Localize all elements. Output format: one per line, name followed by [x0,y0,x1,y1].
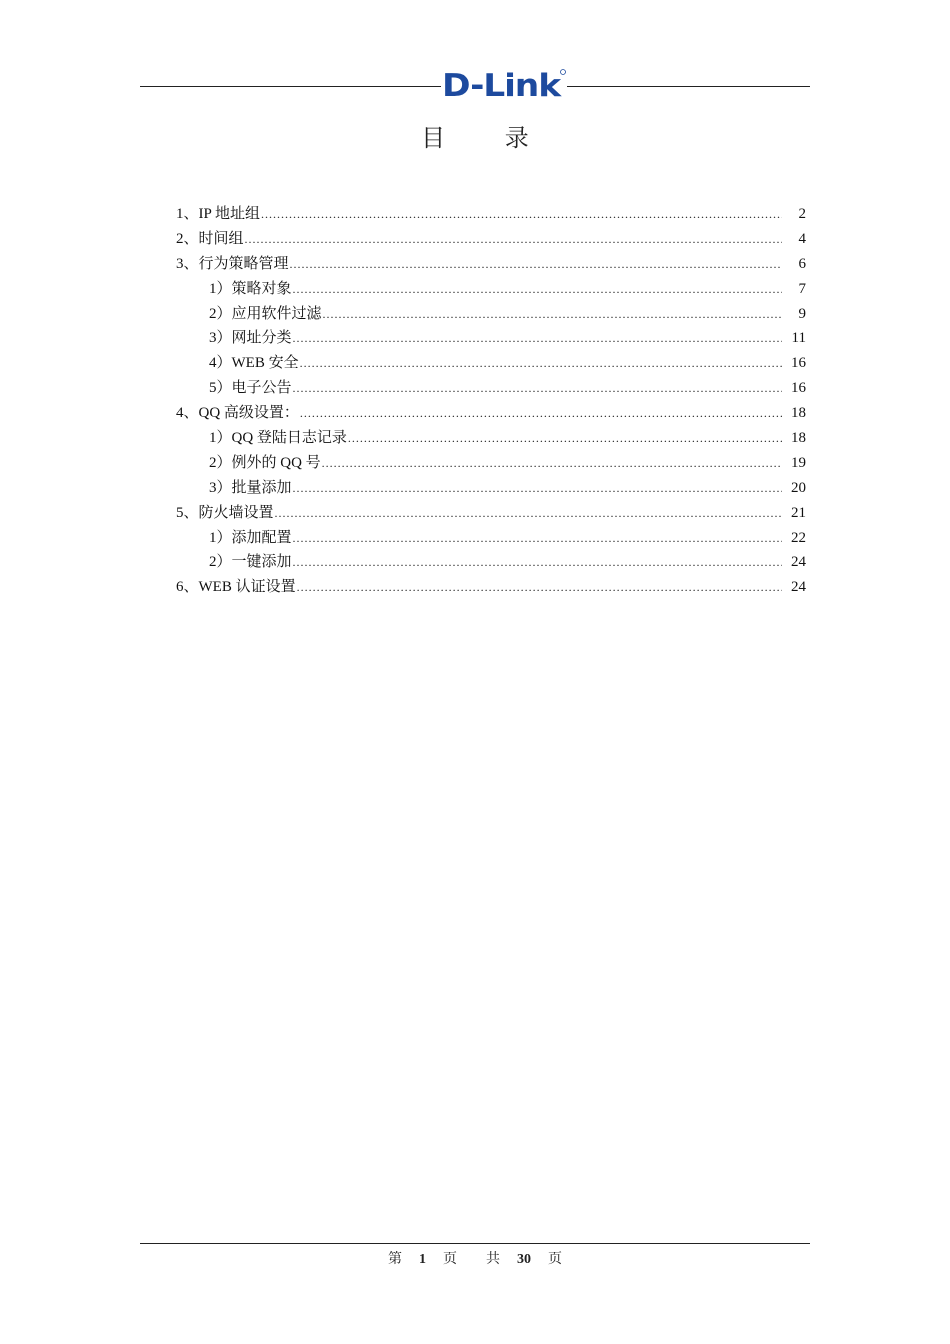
toc-entry[interactable] [176,204,806,229]
toc-entry-page-number: 16 [791,355,806,372]
toc-entry[interactable] [176,353,806,378]
toc-entry-label: 1）QQ 登陆日志记录 [209,430,347,447]
page-footer [0,1248,950,1268]
toc-entry[interactable] [176,428,806,453]
toc-entry-page-number: 20 [791,479,806,496]
toc-entry-page-number: 4 [798,230,806,247]
toc-dot-leader [245,229,782,249]
toc-dot-leader [293,378,782,398]
toc-dot-leader [300,403,782,423]
toc-entry-page-number: 19 [791,454,806,471]
toc-entry-page-number: 24 [791,554,806,571]
toc-dot-leader [323,304,782,324]
footer-prefix: 第 [388,1252,402,1267]
toc-dot-leader [293,328,782,348]
footer-total-prefix: 共 [486,1252,500,1267]
toc-dot-leader [275,503,782,523]
toc-dot-leader [293,528,782,548]
toc-entry-label: 4）WEB 安全 [209,355,299,372]
toc-entry-label: 5、防火墙设置 [176,504,274,521]
toc-dot-leader [290,254,782,274]
toc-entry-page-number: 11 [791,330,806,347]
toc-entry-page-number: 18 [791,430,806,447]
toc-dot-leader [261,204,782,224]
toc-entry-label: 2、时间组 [176,230,244,247]
toc-entry-page-number: 7 [798,280,806,297]
toc-entry-label: 1）添加配置 [209,529,292,546]
toc-entry-label: 1）策略对象 [209,280,292,297]
toc-entry-label: 4、QQ 高级设置： [176,405,299,422]
logo-text: D-Link [442,68,563,100]
toc-entry-label: 1、IP 地址组 [176,206,261,222]
toc-entry-page-number: 24 [791,579,806,596]
toc-entry-page-number: 2 [798,206,806,222]
footer-total-suffix: 页 [548,1252,562,1267]
toc-entry-label: 2）一键添加 [209,554,292,571]
toc-entry-label: 6、WEB 认证设置 [176,579,296,596]
toc-entry[interactable] [176,478,806,503]
toc-entry[interactable] [176,503,806,528]
toc-entry[interactable] [176,328,806,353]
toc-entry-page-number: 22 [791,529,806,546]
dlink-logo [441,66,567,100]
toc-entry-page-number: 6 [798,255,806,272]
table-of-contents [176,204,806,602]
toc-entry[interactable] [176,304,806,329]
toc-entry-label: 5）电子公告 [209,380,292,397]
dlink-logo-graphic [441,66,567,100]
toc-entry[interactable] [176,552,806,577]
toc-entry-page-number: 18 [791,405,806,422]
toc-entry-label: 3）网址分类 [209,330,292,347]
toc-entry[interactable] [176,453,806,478]
toc-dot-leader [300,353,782,373]
toc-dot-leader [348,428,782,448]
footer-rule [140,1243,810,1244]
toc-entry-label: 2）例外的 QQ 号 [209,454,321,471]
toc-entry[interactable] [176,403,806,428]
toc-entry[interactable] [176,528,806,553]
toc-entry[interactable] [176,577,806,602]
toc-dot-leader [293,279,782,299]
toc-entry[interactable] [176,279,806,304]
toc-dot-leader [297,577,782,597]
toc-entry-page-number: 9 [798,305,806,322]
toc-entry-page-number: 21 [791,504,806,521]
toc-entry-page-number: 16 [791,380,806,397]
toc-entry[interactable] [176,254,806,279]
footer-page-word: 页 [443,1252,457,1267]
toc-entry[interactable] [176,378,806,403]
toc-entry[interactable] [176,229,806,254]
footer-current-page: 1 [419,1252,426,1267]
footer-total-pages: 30 [517,1252,531,1267]
toc-entry-label: 3、行为策略管理 [176,255,289,272]
toc-entry-label: 3）批量添加 [209,479,292,496]
toc-dot-leader [322,453,782,473]
page-title: 目 录 [421,124,555,152]
toc-dot-leader [293,552,782,572]
toc-entry-label: 2）应用软件过滤 [209,305,322,322]
toc-dot-leader [293,478,782,498]
